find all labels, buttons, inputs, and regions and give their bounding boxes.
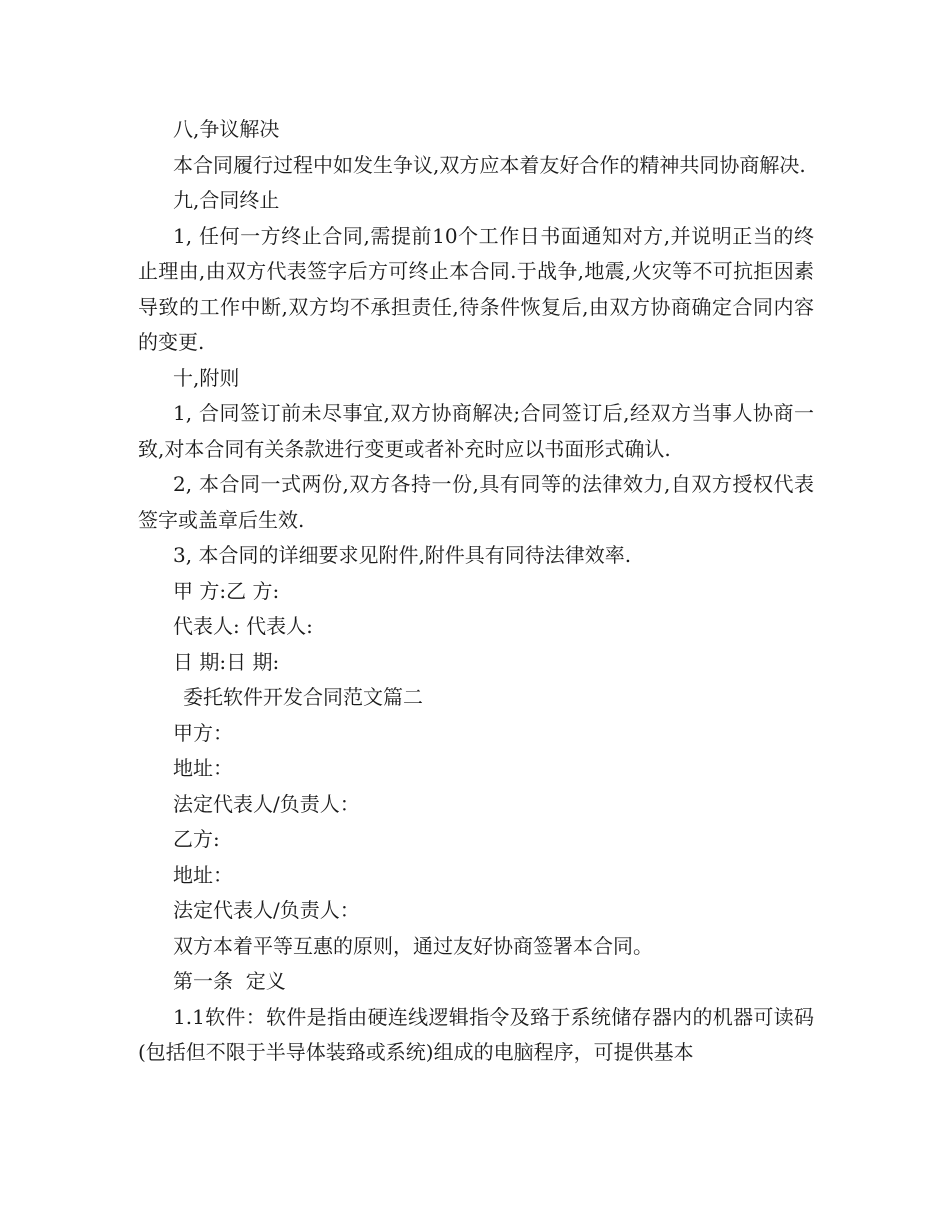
party-a-legal-rep-label: 法定代表人/负责人：: [173, 791, 360, 816]
signature-parties-line: 甲 方:乙 方:: [173, 578, 280, 603]
party-b-address-label: 地址：: [173, 862, 233, 887]
paragraph-termination-clause-1: 1, 任何一方终止合同,需提前10个工作日书面通知对方,并说明正当的终止理由,由双方代表签字后方可终止本合同.于战争,地震,火灾等不可抗拒因素导致的工作中断,双方均不承担责任,待条件恢复后,由双方协商确定合同内容的变更.: [138, 223, 814, 354]
preamble-paragraph: 双方本着平等互惠的原则，通过友好协商签署本合同。: [173, 933, 653, 958]
section-heading-supplementary: 十,附则: [173, 365, 240, 390]
party-b-legal-rep-label: 法定代表人/负责人：: [173, 898, 360, 922]
definition-software-paragraph: 1.1软件：软件是指由硬连线逻辑指令及臵于系统储存器内的机器可读码(包括但不限于半导体装臵或系统)组成的电脑程序，可提供基本: [138, 1004, 814, 1064]
paragraph-dispute-body: 本合同履行过程中如发生争议,双方应本着友好合作的精神共同协商解决.: [173, 152, 806, 177]
party-b-label: 乙方:: [173, 827, 220, 851]
party-a-address-label: 地址：: [173, 756, 233, 780]
document-page: [138, 112, 814, 1071]
document-title-part-two: 委托软件开发合同范文篇二: [183, 685, 423, 709]
article-one-heading: 第一条 定义: [173, 969, 286, 993]
section-heading-dispute: 八,争议解决: [173, 117, 280, 141]
paragraph-supplementary-clause-3: 3, 本合同的详细要求见附件,附件具有同待法律效率.: [173, 543, 632, 567]
signature-dates-line: 日 期:日 期:: [173, 649, 280, 674]
paragraph-supplementary-clause-1: 1, 合同签订前未尽事宜,双方协商解决;合同签订后,经双方当事人协商一致,对本合同有关条款进行变更或者补充时应以书面形式确认.: [138, 401, 814, 461]
party-a-label: 甲方：: [173, 720, 233, 745]
section-heading-termination: 九,合同终止: [173, 188, 280, 212]
signature-representatives-line: 代表人: 代表人:: [173, 614, 313, 638]
paragraph-supplementary-clause-2: 2, 本合同一式两份,双方各持一份,具有同等的法律效力,自双方授权代表签字或盖章后生效.: [138, 472, 814, 532]
